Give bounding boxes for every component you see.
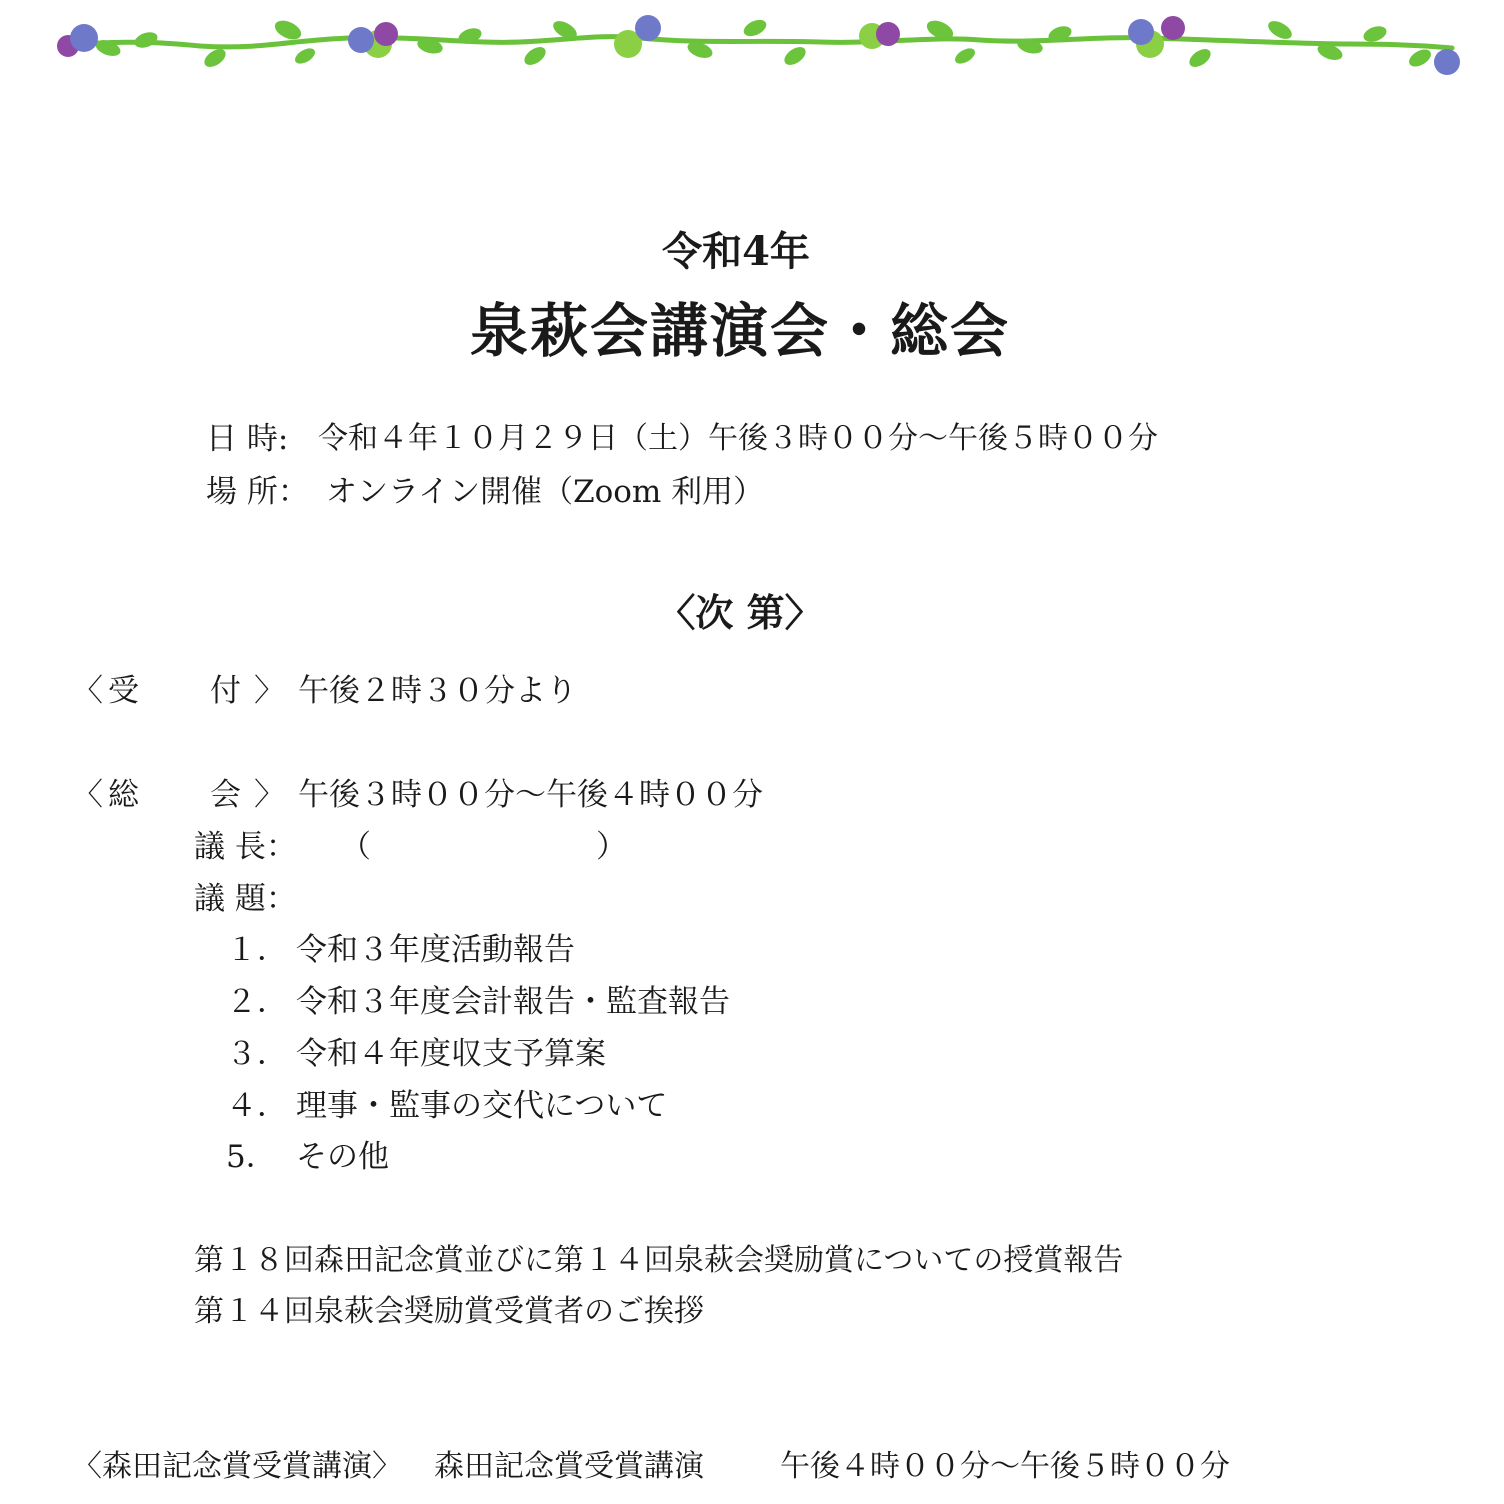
lecture-time: 午後４時００分～午後５時００分: [780, 1449, 1230, 1484]
general-meeting-label-part1: 総: [108, 777, 139, 813]
vine-stem: [62, 37, 1452, 48]
reception-label-part1: 受: [108, 673, 139, 709]
agenda-item-number: 5．: [226, 1139, 277, 1175]
chair-close-paren: ）: [596, 829, 627, 865]
datetime-value: 令和４年１０月２９日（土）午後３時００分～午後５時００分: [318, 421, 1158, 456]
topics-label: 議 題：: [194, 881, 297, 917]
reception-label-part2: 付: [210, 673, 241, 709]
page-title: 泉萩会講演会・総会: [469, 297, 1010, 365]
reception-open-bracket: 〈: [72, 673, 103, 709]
agenda-item-text: 令和４年度収支予算案: [296, 1036, 606, 1072]
award-greeting: 第１４回泉萩会奨励賞受賞者のご挨拶: [194, 1294, 704, 1329]
agenda-item-text: 令和３年度活動報告: [296, 932, 575, 968]
general-meeting-label-part2: 会: [210, 777, 241, 813]
era-title: 令和4年: [662, 228, 810, 275]
chair-open-paren: （: [340, 829, 371, 865]
datetime-label: 日 時:: [206, 421, 289, 457]
agenda-item-number: １．: [226, 932, 288, 968]
lecture-label: 〈森田記念賞受賞講演〉: [72, 1449, 402, 1484]
agenda-heading: 〈次 第〉: [657, 590, 823, 635]
general-meeting-close-bracket: 〉: [254, 777, 285, 813]
flower-vine-decoration: [0, 0, 1504, 90]
agenda-item-number: ２．: [226, 984, 288, 1020]
agenda-item-text: 理事・監事の交代について: [296, 1088, 668, 1124]
reception-close-bracket: 〉: [254, 673, 285, 709]
lecture-title: 森田記念賞受賞講演: [434, 1449, 704, 1484]
agenda-item-text: 令和３年度会計報告・監査報告: [296, 984, 730, 1020]
general-meeting-open-bracket: 〈: [72, 777, 103, 813]
agenda-item-number: ３．: [226, 1036, 288, 1072]
general-meeting-time: 午後３時００分～午後４時００分: [298, 777, 763, 813]
reception-time: 午後２時３０分より: [298, 673, 577, 709]
agenda-item-text: その他: [296, 1139, 389, 1175]
award-report: 第１８回森田記念賞並びに第１４回泉萩会奨励賞についての授賞報告: [194, 1243, 1124, 1278]
chair-label: 議 長：: [194, 829, 297, 865]
agenda-item-number: ４．: [226, 1088, 288, 1124]
place-value: オンライン開催（Zoom 利用）: [326, 474, 765, 510]
place-label: 場 所：: [206, 474, 309, 510]
